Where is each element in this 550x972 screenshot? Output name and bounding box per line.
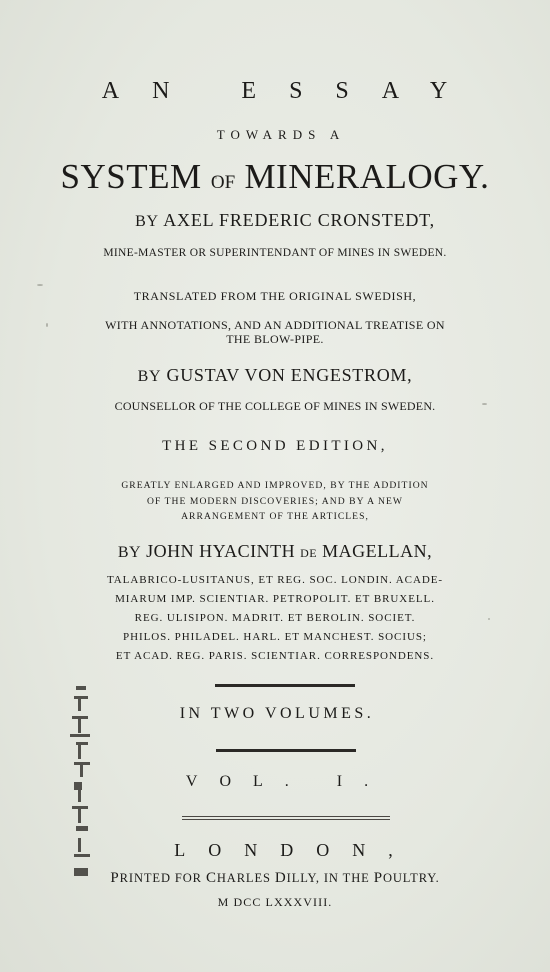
printer-d: D — [274, 870, 287, 886]
paper-speck — [37, 284, 43, 286]
towards-line: TOWARDS A — [216, 127, 346, 142]
editor-line — [0, 541, 550, 562]
editor-by: BY — [117, 544, 142, 561]
rule-lower-top — [182, 816, 390, 817]
main-title-part1: SYSTEM — [60, 157, 202, 196]
translator-name: GUSTAV VON ENGESTROM, — [166, 365, 413, 385]
place-line: LONDON, — [174, 840, 416, 860]
annotations-line-2: THE BLOW-PIPE. — [226, 332, 324, 346]
paper-speck — [482, 403, 487, 405]
printer-harles: HARLES — [216, 871, 275, 885]
translator-line — [0, 365, 550, 386]
printer-p2: P — [373, 870, 383, 886]
edition-line: THE SECOND EDITION, — [162, 438, 388, 454]
translated-line: TRANSLATED FROM THE ORIGINAL SWEDISH, — [133, 289, 417, 303]
library-stamp-icon — [56, 686, 106, 886]
rule-middle — [216, 749, 356, 752]
editor-title-line-4: PHILOS. PHILADEL. HARL. ET MANCHEST. SOCIUS; — [123, 631, 427, 643]
main-title — [0, 157, 550, 197]
editor-de: DE — [300, 546, 318, 560]
translator-title: COUNSELLOR OF THE COLLEGE OF MINES IN SWEDEN. — [114, 399, 436, 413]
printer-oultry: OULTRY. — [382, 871, 440, 885]
rule-upper — [215, 684, 355, 687]
printer-rinted: RINTED FOR — [119, 871, 206, 885]
publication-date: M DCC LXXXVIII. — [217, 895, 333, 909]
editor-title-line-1: TALABRICO-LUSITANUS, ET REG. SOC. LONDIN. ACADE- — [106, 574, 444, 586]
enlarged-line-1: GREATLY ENLARGED AND IMPROVED, BY THE ADDITION — [121, 480, 429, 491]
author-by: BY — [135, 213, 159, 230]
volume-number: VOL. I. — [185, 773, 391, 790]
translator-by: BY — [137, 368, 162, 385]
volumes-line: IN TWO VOLUMES. — [179, 705, 375, 722]
essay-heading: AN ESSAY — [101, 78, 481, 104]
paper-speck — [488, 618, 490, 620]
printer-p: P — [110, 870, 120, 886]
editor-surname: MAGELLAN, — [322, 541, 433, 561]
editor-title-line-3: REG. ULISIPON. MADRIT. ET BEROLIN. SOCIET. — [134, 612, 416, 624]
paper-speck — [215, 176, 217, 179]
rule-lower-bottom — [182, 819, 390, 820]
editor-name: JOHN HYACINTH — [146, 541, 296, 561]
editor-title-line-2: MIARUM IMP. SCIENTIAR. PETROPOLIT. ET BRUXELL. — [115, 593, 435, 605]
printer-c: C — [205, 870, 217, 886]
author-line — [0, 210, 550, 231]
main-title-part2: MINERALOGY. — [244, 157, 490, 196]
annotations-line-1: WITH ANNOTATIONS, AND AN ADDITIONAL TREATISE ON — [105, 318, 445, 332]
editor-title-line-5: ET ACAD. REG. PARIS. SCIENTIAR. CORRESPONDENS. — [115, 650, 435, 662]
printer-illy: ILLY, IN THE — [286, 871, 374, 885]
author-name: AXEL FREDERIC CRONSTEDT, — [163, 210, 435, 230]
main-title-of: OF — [210, 172, 236, 193]
paper-speck — [46, 323, 48, 327]
enlarged-line-2: OF THE MODERN DISCOVERIES; AND BY A NEW — [146, 496, 404, 507]
enlarged-line-3: ARRANGEMENT OF THE ARTICLES, — [181, 511, 369, 522]
author-title: MINE-MASTER OR SUPERINTENDANT OF MINES IN SWEDEN. — [103, 247, 447, 259]
